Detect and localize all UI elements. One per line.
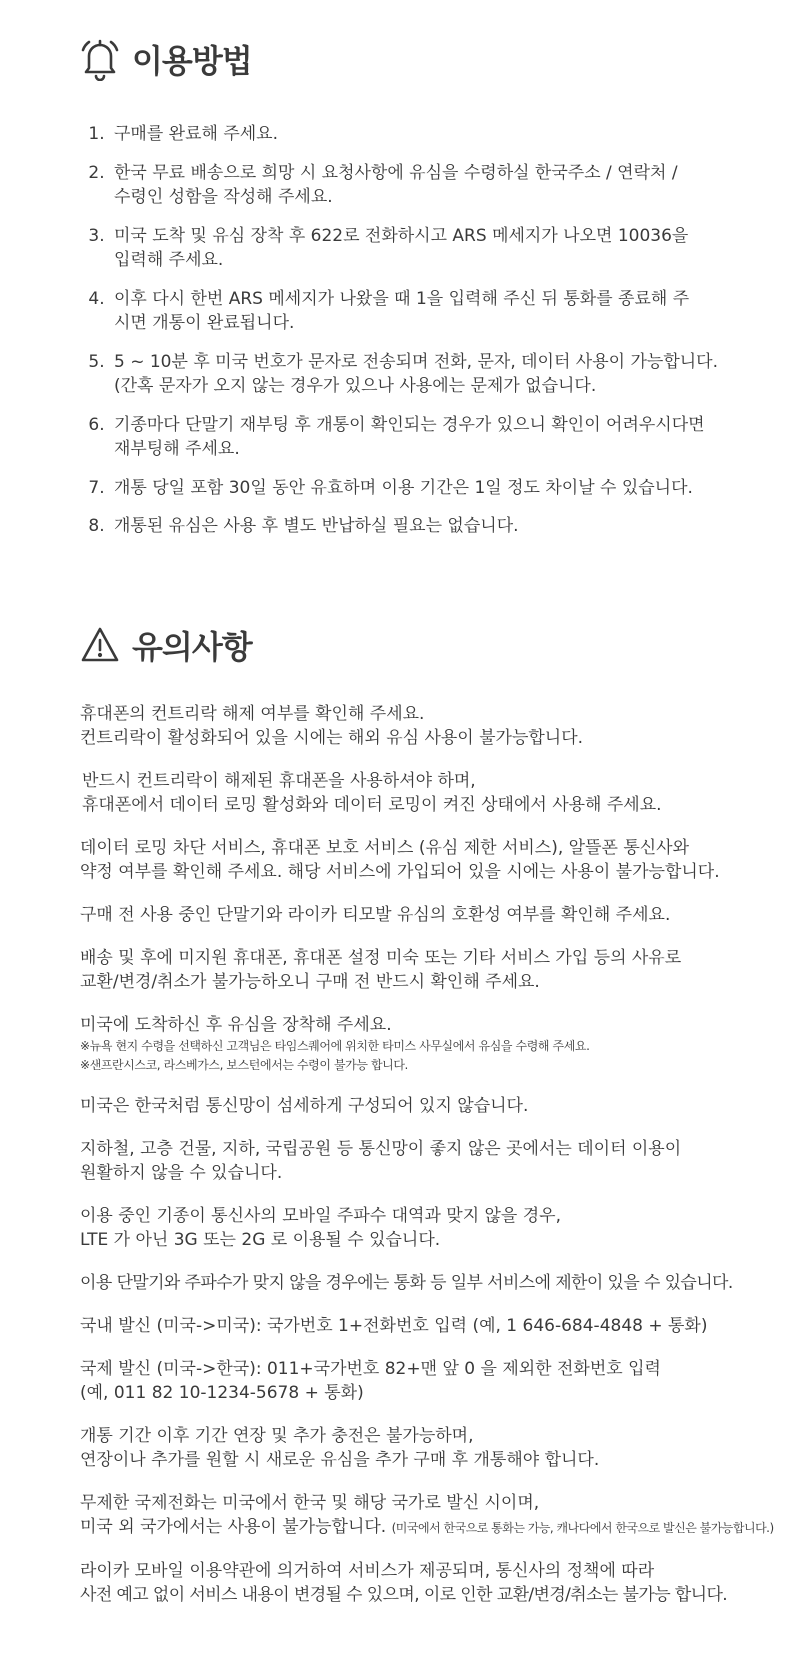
notice-line: 데이터 로밍 차단 서비스, 휴대폰 보호 서비스 (유심 제한 서비스), 알뜰폰 통신사와 [80,838,690,858]
notice-line: 미국에 도착하신 후 유심을 장착해 주세요. [80,1015,392,1035]
notice-paragraph [80,1491,780,1540]
notice-line: 연장이나 추가를 원할 시 새로운 유심을 추가 구매 후 개통해야 합니다. [80,1450,600,1470]
notice-line: 개통 기간 이후 기간 연장 및 추가 충전은 불가능하며, [80,1426,474,1446]
notice-section-title [80,622,252,668]
step-5-line-1: 5. 5 ~ 10분 후 미국 번호가 문자로 전송되며 전화, 문자, 데이터 사용이 가능합니다. [114,351,718,372]
small-note-inline: (미국에서 한국으로 통화는 가능, 캐나다에서 한국으로 발신은 불가능합니다.) [391,1521,774,1535]
usage-section-title [80,36,252,82]
bell-icon [80,37,120,81]
step-7-line-1: 개통 당일 포함 30일 동안 유효하며 이용 기간은 1일 정도 차이날 수 있습니다. [114,477,693,498]
small-note: ※샌프란시스코, 라스베가스, 보스턴에서는 수령이 불가능 합니다. [80,1058,408,1072]
notice-paragraph [80,1424,780,1472]
step-2-line-1: 2. 한국 무료 배송으로 희망 시 요청사항에 유심을 수령하실 한국주소 / 연락처 / [114,162,678,183]
notice-paragraph [80,1357,780,1405]
notice-line-with-small [80,1515,780,1540]
notice-line: 무제한 국제전화는 미국에서 한국 및 해당 국가로 발신 시이며, [80,1493,540,1513]
notice-line: 라이카 모바일 이용약관에 의거하여 서비스가 제공되며, 통신사의 정책에 따라 [80,1561,655,1581]
notice-line: 휴대폰의 컨트리락 해제 여부를 확인해 주세요. [80,704,425,724]
notice-line: 미국은 한국처럼 통신망이 섬세하게 구성되어 있지 않습니다. [80,1096,529,1116]
step-3-line-2: 입력해 주세요. [114,250,224,270]
notice-paragraph [80,1271,780,1295]
notice-line: 휴대폰에서 데이터 로밍 활성화와 데이터 로밍이 켜진 상태에서 사용해 주세요. [82,795,662,815]
notice-content [80,702,780,1626]
step-2-line-2: 수령인 성함을 작성해 주세요. [114,187,333,207]
step-4-line-2: 시면 개통이 완료됩니다. [114,313,295,333]
notice-paragraph [80,836,780,884]
notice-paragraph [80,769,780,817]
notice-line: 약정 여부를 확인해 주세요. 해당 서비스에 가입되어 있을 시에는 사용이 불가능합니다. [80,862,720,882]
notice-line: 지하철, 고층 건물, 지하, 국립공원 등 통신망이 좋지 않은 곳에서는 데이터 이용이 [80,1139,682,1159]
notice-paragraph [80,702,780,750]
step-1-line-1: 구매를 완료해 주세요. [114,124,279,144]
notice-paragraph [80,1137,780,1185]
notice-line: 국제 발신 (미국->한국): 011+국가번호 82+맨 앞 0 을 제외한 전화번호 입력 [80,1359,661,1379]
notice-line: (예, 011 82 10-1234-5678 + 통화) [80,1383,364,1403]
notice-line: 원활하지 않을 수 있습니다. [80,1163,283,1183]
notice-line-text: 미국 외 국가에서는 사용이 불가능합니다. [80,1517,387,1537]
notice-paragraph [80,1204,780,1252]
step-6-line-2: 재부팅해 주세요. [114,439,240,459]
notice-title: 유의사항 [132,628,252,666]
notice-line: 이용 중인 기종이 통신사의 모바일 주파수 대역과 맞지 않을 경우, [80,1206,562,1226]
step-4-line-1: 4. 이후 다시 한번 ARS 메세지가 나왔을 때 1을 입력해 주신 뒤 통화를 종료해 주 [114,288,690,309]
step-8-line-1: 개통된 유심은 사용 후 별도 반납하실 필요는 없습니다. [114,516,519,536]
small-note: ※뉴욕 현지 수령을 선택하신 고객님은 타임스퀘어에 위치한 타미스 사무실에서 유심을 수령해 주세요. [80,1039,590,1053]
notice-line: 교환/변경/취소가 불가능하오니 구매 전 반드시 확인해 주세요. [80,972,540,992]
notice-paragraph [80,1013,780,1075]
notice-line: 사전 예고 없이 서비스 내용이 변경될 수 있으며, 이로 인한 교환/변경/취소는 불가능 합니다. [80,1585,728,1605]
step-item [110,161,750,210]
notice-line: 반드시 컨트리락이 해제된 휴대폰을 사용하셔야 하며, [82,771,476,791]
notice-line: LTE 가 아닌 3G 또는 2G 로 이용될 수 있습니다. [80,1230,441,1250]
notice-paragraph [80,1559,780,1607]
step-item [110,413,750,462]
step-6-line-1: 6. 기종마다 단말기 재부팅 후 개통이 확인되는 경우가 있으니 확인이 어려우시다면 [114,414,705,435]
notice-paragraph [80,1094,780,1118]
notice-paragraph [80,946,780,994]
notice-paragraph [80,903,780,927]
usage-steps-list [86,122,750,553]
step-item [110,224,750,273]
notice-line: 구매 전 사용 중인 단말기와 라이카 티모발 유심의 호환성 여부를 확인해 주세요. [80,905,671,925]
notice-line: 컨트리락이 활성화되어 있을 시에는 해외 유심 사용이 불가능합니다. [80,728,584,748]
notice-line: 국내 발신 (미국->미국): 국가번호 1+전화번호 입력 (예, 1 646-684-4848 + 통화) [80,1316,708,1336]
notice-line: 이용 단말기와 주파수가 맞지 않을 경우에는 통화 등 일부 서비스에 제한이 있을 수 있습니다. [80,1273,733,1293]
warning-triangle-icon [80,623,120,667]
step-item [110,476,750,501]
step-item [110,514,750,539]
notice-paragraph [80,1314,780,1338]
step-3-line-1: 3. 미국 도착 및 유심 장착 후 622로 전화하시고 ARS 메세지가 나오면 10036을 [114,225,689,246]
notice-line: 배송 및 후에 미지원 휴대폰, 휴대폰 설정 미숙 또는 기타 서비스 가입 등의 사유로 [80,948,682,968]
step-5-line-2: (간혹 문자가 오지 않는 경우가 있으나 사용에는 문제가 없습니다. [114,376,597,396]
step-item [110,350,750,399]
step-item [110,122,750,147]
usage-title: 이용방법 [132,42,252,80]
step-item [110,287,750,336]
